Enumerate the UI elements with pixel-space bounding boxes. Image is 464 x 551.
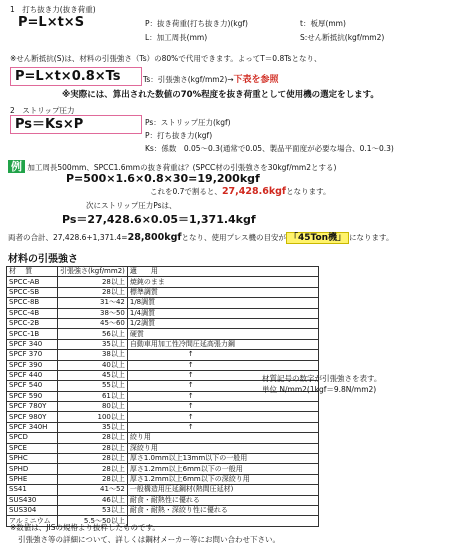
application-cell: ↑ [127, 391, 318, 401]
material-cell: アルミニウム [7, 516, 58, 526]
application-cell: 厚さ1.2mm以上6mm以下の深絞り用 [127, 474, 318, 484]
strip-formula-box [10, 115, 142, 134]
material-cell: SPHD [7, 464, 58, 474]
material-cell: SPCE [7, 443, 58, 453]
table-row [7, 454, 319, 464]
material-cell: SPCF 440 [7, 370, 58, 380]
application-cell: ↑ [127, 422, 318, 432]
formula2-box [10, 67, 142, 86]
material-cell: SPHC [7, 454, 58, 464]
material-cell: SPCC-AB [7, 277, 58, 287]
application-cell: 厚さ1.2mm以上6mm以下の一般用 [127, 464, 318, 474]
example-label: 例 [8, 160, 25, 173]
application-cell: 焼鈍のまま [127, 277, 318, 287]
material-cell: SUS430 [7, 495, 58, 505]
tensile-cell: 53以上 [58, 505, 128, 515]
material-cell: SPCF 340 [7, 339, 58, 349]
ts-definition [143, 72, 279, 85]
material-cell: SPCC-8B [7, 298, 58, 308]
application-cell: ↑ [127, 350, 318, 360]
table-row [7, 443, 319, 453]
material-cell: SPCF 590 [7, 391, 58, 401]
tensile-cell: 45以上 [58, 370, 128, 380]
def-ps: Ps：ストリップ圧力(kgf) [145, 118, 231, 127]
shear-note: ※せん断抵抗(S)は、材料の引張強さ（Ts）の80%で代用できます。よってT＝0.8Tsとなり、 [10, 54, 322, 63]
formula2: P=L×t×0.8×Ts [15, 69, 121, 84]
table-row [7, 422, 319, 432]
strip-formula: Ps＝Ks×P [15, 117, 84, 132]
table-row [7, 505, 319, 515]
table-row [7, 329, 319, 339]
material-cell: SPCC-4B [7, 308, 58, 318]
material-cell: SUS304 [7, 505, 58, 515]
table-row [7, 308, 319, 318]
tensile-cell: 5.5～50以上 [58, 516, 128, 526]
material-cell: SPCD [7, 433, 58, 443]
calc2-note: 次にストリップ圧力Psは、 [86, 201, 177, 210]
table-row [7, 402, 319, 412]
application-cell: ↑ [127, 412, 318, 422]
table-row [7, 350, 319, 360]
calc1-note [150, 186, 330, 197]
table-row [7, 277, 319, 287]
materials-table [6, 266, 319, 527]
table-row [7, 485, 319, 495]
ts-ref: 下表を参照 [233, 75, 279, 85]
header-tensile: 引張強さ(kgf/mm2) [58, 267, 128, 277]
tensile-cell: 38～50 [58, 308, 128, 318]
table-row [7, 287, 319, 297]
materials-title: 材料の引張強さ [8, 254, 78, 265]
tensile-cell: 28以上 [58, 277, 128, 287]
table-row [7, 360, 319, 370]
application-cell: 厚さ1.0mm以上13mm以下の一般用 [127, 454, 318, 464]
tensile-cell: 28以上 [58, 287, 128, 297]
def-s: S:せん断抵抗(kgf/mm2) [300, 33, 385, 42]
header-application: 適 用 [127, 267, 318, 277]
calc1-result: 27,428.6kgf [221, 186, 287, 197]
calc2: Ps＝27,428.6×0.05＝1,371.4kgf [62, 213, 256, 226]
application-cell: 耐食・耐熱性に優れる [127, 495, 318, 505]
application-cell: 絞り用 [127, 433, 318, 443]
section2-title: 2 ストリップ圧力 [10, 106, 75, 115]
application-cell: ↑ [127, 402, 318, 412]
table-row [7, 474, 319, 484]
tensile-cell: 28以上 [58, 433, 128, 443]
calc1-note-a: これを0.7で割ると、 [150, 187, 222, 196]
total-c: となり、使用プレス機の目安が [181, 233, 286, 242]
application-cell: 一般構造用圧延鋼材(熱間圧延材) [127, 485, 318, 495]
application-cell: 深絞り用 [127, 443, 318, 453]
tensile-cell: 46以上 [58, 495, 128, 505]
def-p: P：抜き荷重(打ち抜き力)(kgf) [145, 19, 248, 28]
application-cell: 硬質 [127, 329, 318, 339]
table-row [7, 412, 319, 422]
tensile-cell: 31～42 [58, 298, 128, 308]
table-row [7, 495, 319, 505]
def-t: t：板厚(mm) [300, 19, 346, 28]
material-cell: SPCF 540 [7, 381, 58, 391]
material-cell: SPCF 980Y [7, 412, 58, 422]
footnote1: ※数値は、JISの規格より抜粋したものです。 [10, 523, 160, 532]
tensile-cell: 100以上 [58, 412, 128, 422]
tensile-cell: 38以上 [58, 350, 128, 360]
material-cell: SPHE [7, 474, 58, 484]
ts-def: Ts：引張強さ(kgf/mm2)→ [143, 75, 234, 84]
application-cell: 1/8調質 [127, 298, 318, 308]
application-cell: 1/2調質 [127, 318, 318, 328]
section1-title: 1 打ち抜き力(抜き荷重) [10, 5, 96, 14]
punching-force-formula: P=L×t×S [18, 15, 85, 30]
def-l: L：加工周長(mm) [145, 33, 208, 42]
unit-note: 単位 N/mm2(1kgf＝9.8N/mm2) [262, 385, 377, 394]
material-cell: SPCF 780Y [7, 402, 58, 412]
table-header-row [7, 267, 319, 277]
material-cell: SPCF 370 [7, 350, 58, 360]
tensile-cell: 45～60 [58, 318, 128, 328]
calc1: P=500×1.6×0.8×30=19,200kgf [66, 172, 260, 185]
table-row [7, 339, 319, 349]
tensile-cell: 40以上 [58, 360, 128, 370]
material-cell: SPCC-2B [7, 318, 58, 328]
press-size-highlight: 「45Ton機」 [286, 232, 349, 244]
tensile-cell: 28以上 [58, 474, 128, 484]
real-note: ※実際には、算出された数値の70%程度を抜き荷重として使用機の選定をします。 [62, 90, 379, 100]
application-cell: 耐食・耐熱・深絞り性に優れる [127, 505, 318, 515]
tensile-cell: 28以上 [58, 443, 128, 453]
table-row [7, 464, 319, 474]
def-ks: Ks：係数 0.05～0.3(通常で0.05、製品平面度が必要な場合、0.1～0.3) [145, 144, 394, 153]
calc1-note-c: となります。 [286, 187, 331, 196]
application-cell: ↑ [127, 370, 318, 380]
tensile-cell: 80以上 [58, 402, 128, 412]
tensile-cell: 41～52 [58, 485, 128, 495]
material-cell: SPCC-SB [7, 287, 58, 297]
total-e: になります。 [349, 233, 394, 242]
table-row [7, 298, 319, 308]
def-p2: P：打ち抜き力(kgf) [145, 131, 213, 140]
material-cell: SPCF 390 [7, 360, 58, 370]
total-a: 両者の合計、27,428.6+1,371.4= [8, 233, 128, 242]
header-material: 材 質 [7, 267, 58, 277]
material-cell: SPCF 340H [7, 422, 58, 432]
total-value: 28,800kgf [127, 232, 182, 243]
total-line [8, 230, 393, 243]
table-row [7, 433, 319, 443]
tensile-cell: 28以上 [58, 454, 128, 464]
example-question: 加工周長500mm、SPCC1.6mmの抜き荷重は？(SPCC材の引張強さを30kgf/mm2とする) [27, 163, 337, 172]
tensile-cell: 55以上 [58, 381, 128, 391]
tensile-cell: 35以上 [58, 422, 128, 432]
footnote2: 引張強さ等の詳細について、詳しくは鋼材メーカー等にお問い合わせ下さい。 [18, 535, 281, 544]
table-row [7, 318, 319, 328]
tensile-cell: 56以上 [58, 329, 128, 339]
application-cell: 1/4調質 [127, 308, 318, 318]
application-cell: 自動車用加工性冷間圧延高張力鋼 [127, 339, 318, 349]
material-cell: SS41 [7, 485, 58, 495]
application-cell: ↑ [127, 381, 318, 391]
material-cell: SPCC-1B [7, 329, 58, 339]
tensile-cell: 35以上 [58, 339, 128, 349]
tensile-cell: 61以上 [58, 391, 128, 401]
application-cell: 標準調質 [127, 287, 318, 297]
tensile-cell: 28以上 [58, 464, 128, 474]
application-cell: ↑ [127, 360, 318, 370]
side-note: 材質記号の数字が引張強さを表す。 [262, 374, 382, 383]
materials-table-body [7, 277, 319, 526]
